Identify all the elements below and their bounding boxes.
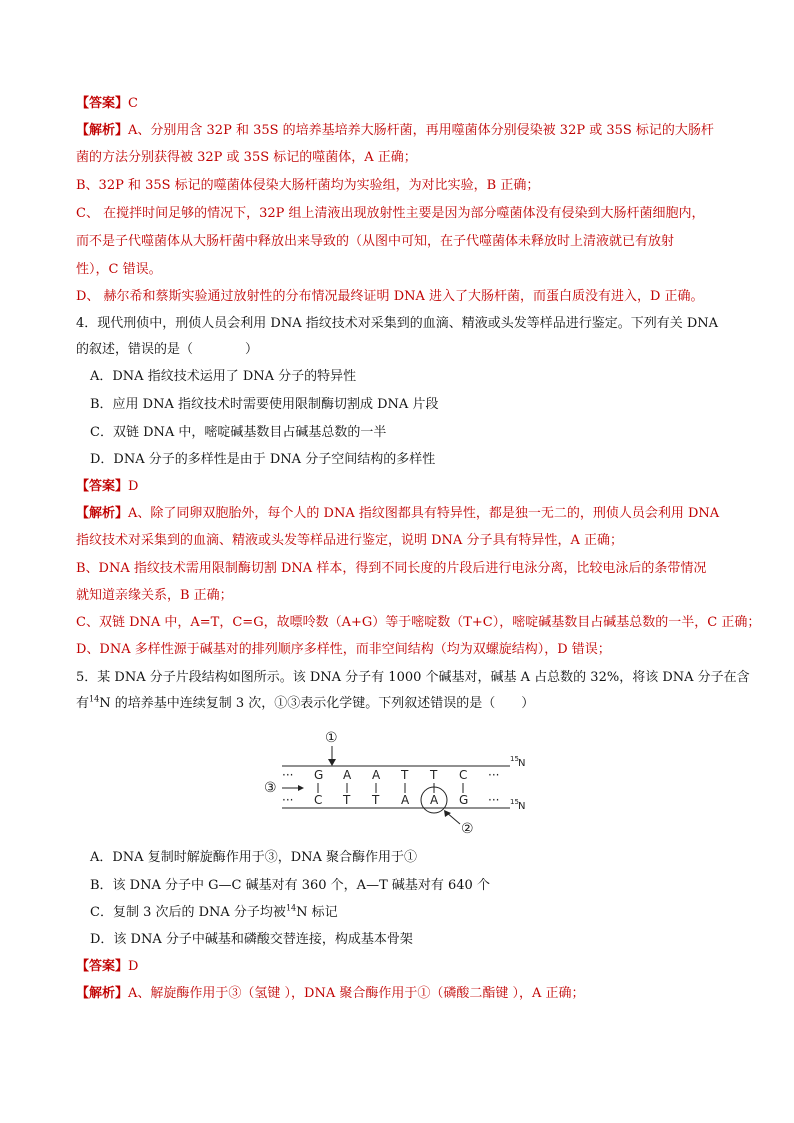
label-3: ③	[264, 780, 277, 796]
top-base-1: G	[314, 768, 324, 782]
q4-answer-line: 【答案】D	[76, 479, 139, 494]
q4-option-a: A．DNA 指纹技术运用了 DNA 分子的特异性	[90, 369, 357, 384]
q3-analysis-line-6: 性），C 错误。	[76, 262, 162, 277]
q4-analysis-line-2: 指纹技术对采集到的血滴、精液或头发等样品进行鉴定，说明 DNA 分子具有特异性，A 正确；	[76, 533, 623, 548]
q5-option-d: D．该 DNA 分子中碱基和磷酸交替连接，构成基本骨架	[90, 932, 413, 947]
top-bases	[282, 768, 499, 782]
q4-option-d: D．DNA 分子的多样性是由于 DNA 分子空间结构的多样性	[90, 452, 436, 467]
bottom-bases	[282, 793, 499, 807]
arrow-3-head	[298, 785, 304, 791]
bottom-base-4: A	[401, 793, 410, 807]
q5-analysis-line-1: 【解析】A、解旋酶作用于③（氢键 ），DNA 聚合酶作用于①（磷酸二酯键 ），A 正确；	[76, 986, 585, 1001]
q4-analysis-line-3: B、DNA 指纹技术需用限制酶切割 DNA 样本，得到不同长度的片段后进行电泳分离，比较电泳后的条带情况	[76, 561, 707, 576]
top-isotope: N	[518, 758, 526, 769]
q5-option-c: C．复制 3 次后的 DNA 分子均被$^{14}$N 标记	[90, 903, 338, 920]
top-base-4: T	[401, 768, 409, 782]
dna-structure-diagram	[262, 728, 532, 838]
top-base-5: T	[430, 768, 438, 782]
q5-answer: D	[128, 959, 139, 974]
bottom-isotope: N	[518, 801, 526, 812]
q3-analysis-line-3: B、32P 和 35S 标记的噬菌体侵染大肠杆菌均为实验组，为对比实验，B 正确；	[76, 178, 540, 193]
hydrogen-bonds	[318, 783, 463, 793]
q3-analysis-line-1: 【解析】A、分别用含 32P 和 35S 的培养基培养大肠杆菌，再用噬菌体分别侵染被 32P 或 35S 标记的大肠杆	[76, 123, 714, 138]
bottom-base-3: T	[372, 793, 380, 807]
bottom-base-1: C	[314, 793, 323, 807]
bottom-base-0: ···	[282, 793, 294, 807]
top-base-6: C	[459, 768, 468, 782]
q3-answer: C	[128, 96, 138, 111]
q4-option-c: C．双链 DNA 中，嘧啶碱基数目占碱基总数的一半	[90, 425, 387, 440]
q5-stem-line-1: 5．某 DNA 分子片段结构如图所示。该 DNA 分子有 1000 个碱基对，碱基 A 占总数的 32%，将该 DNA 分子在含	[76, 670, 750, 685]
q3-analysis-line-5: 而不是子代噬菌体从大肠杆菌中释放出来导致的（从图中可知，在子代噬菌体未释放时上清液就已有放射	[76, 234, 675, 249]
q4-analysis-line-6: D、DNA 多样性源于碱基对的排列顺序多样性，而非空间结构（均为双螺旋结构），D 错误；	[76, 642, 611, 657]
q4-stem-line-1: 4．现代刑侦中，刑侦人员会利用 DNA 指纹技术对采集到的血滴、精液或头发等样品进行鉴定。下列有关 DNA	[76, 316, 719, 331]
q4-analysis-line-1: 【解析】A、除了同卵双胞胎外，每个人的 DNA 指纹图都具有特异性，都是独一无二的，刑侦人员会利用 DNA	[76, 506, 720, 521]
bottom-base-5: A	[430, 793, 439, 807]
q5-option-a: A．DNA 复制时解旋酶作用于③，DNA 聚合酶作用于①	[90, 850, 418, 865]
q3-answer-line	[76, 95, 726, 113]
bottom-base-2: T	[343, 793, 351, 807]
top-base-2: A	[343, 768, 352, 782]
top-base-0: ···	[282, 768, 294, 782]
bottom-isotope-sup: 15	[510, 798, 519, 806]
q5-stem-line-2: 有$^{14}$N 的培养基中连续复制 3 次，①③表示化学键。下列叙述错误的是（ ）	[76, 694, 535, 711]
q4-analysis-line-4: 就知道亲缘关系，B 正确；	[76, 588, 233, 603]
q4-stem-line-2: 的叙述，错误的是（ ）	[76, 342, 259, 357]
bottom-base-7: ···	[488, 793, 500, 807]
q3-analysis-line-7: D、 赫尔希和蔡斯实验通过放射性的分布情况最终证明 DNA 进入了大肠杆菌，而蛋白质没有进入，D 正确。	[76, 289, 704, 304]
top-base-7: ···	[488, 768, 500, 782]
q4-option-b: B．应用 DNA 指纹技术时需要使用限制酶切割成 DNA 片段	[90, 397, 439, 412]
top-isotope-sup: 15	[510, 755, 519, 763]
q3-analysis-line-4: C、 在搅拌时间足够的情况下，32P 组上清液出现放射性主要是因为部分噬菌体没有侵染到大肠杆菌细胞内，	[76, 206, 705, 221]
q5-answer-line: 【答案】D	[76, 959, 139, 974]
q4-answer: D	[128, 479, 139, 494]
bottom-base-6: G	[459, 793, 469, 807]
analysis-tag: 【解析】	[76, 123, 129, 138]
arrow-1-head	[328, 759, 336, 766]
q5-option-b: B．该 DNA 分子中 G—C 碱基对有 360 个，A—T 碱基对有 640 个	[90, 878, 490, 893]
label-2: ②	[461, 821, 474, 837]
q4-analysis-line-5: C、双链 DNA 中，A=T，C=G，故嘌呤数（A+G）等于嘧啶数（T+C），嘧啶碱基数目占碱基总数的一半，C 正确；	[76, 615, 761, 630]
q3-analysis-line-2: 菌的方法分别获得被 32P 或 35S 标记的噬菌体，A 正确；	[76, 150, 417, 165]
label-1: ①	[325, 730, 338, 746]
top-base-3: A	[372, 768, 381, 782]
answer-tag: 【答案】	[76, 96, 129, 111]
